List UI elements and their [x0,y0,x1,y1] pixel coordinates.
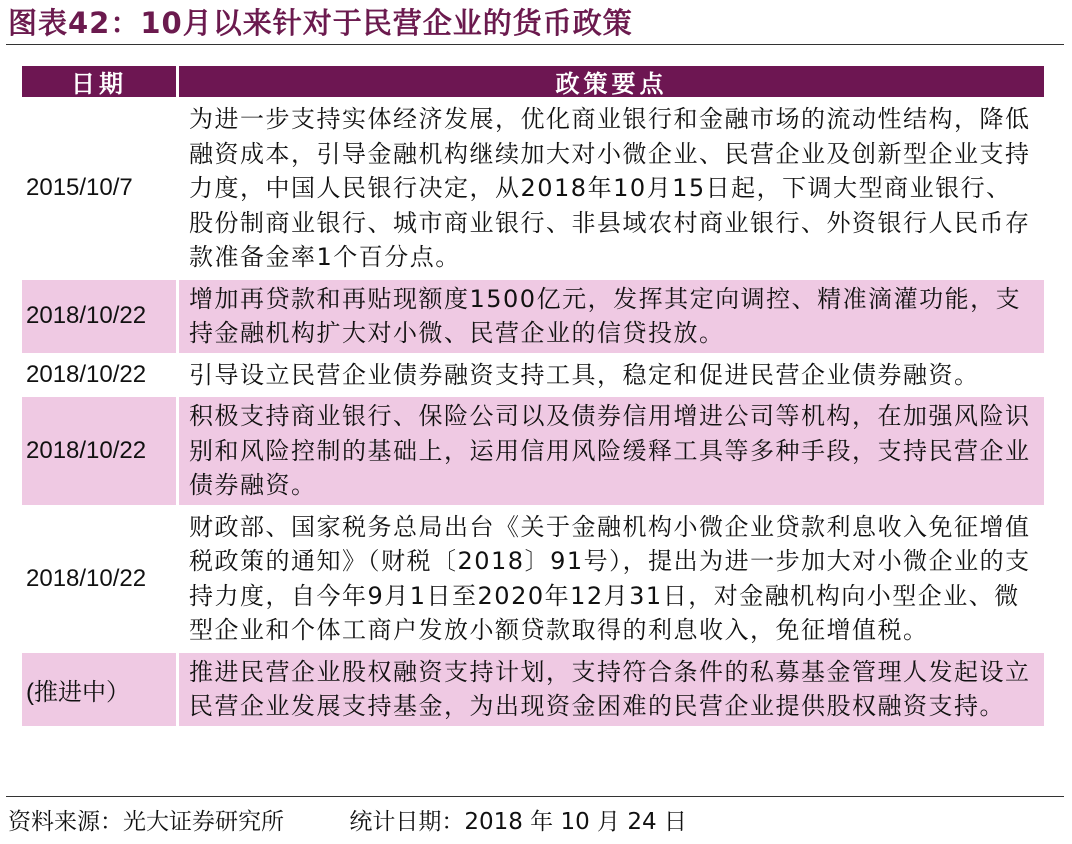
table-row [22,653,1044,726]
row-policy: 为进一步支持实体经济发展，优化商业银行和金融市场的流动性结构，降低融资成本，引导金融机构继续加大对小微企业、民营企业及创新型企业支持力度，中国人民银行决定，从2018年10月15日起，下调大型商业银行、股份制商业银行、城市商业银行、非县域农村商业银行、外资银行人民币存款准备金率1个百分点。 [179,100,1044,277]
row-date: 2018/10/22 [22,397,176,505]
row-policy: 财政部、国家税务总局出台《关于金融机构小微企业贷款利息收入免征增值税政策的通知》（财税〔2018〕91号），提出为进一步加大对小微企业的支持力度，自今年9月1日至2020年12月31日，对金融机构向小型企业、微型企业和个体工商户发放小额贷款取得的利息收入，免征增值税。 [179,508,1044,650]
policy-table [22,66,1044,726]
row-date: 2015/10/7 [22,100,176,277]
table-row [22,356,1044,395]
title-divider [6,44,1064,45]
footer-divider [6,796,1064,797]
figure-title: 图表42：10月以来针对于民营企业的货币政策 [8,6,633,40]
table-row [22,508,1044,650]
row-policy: 推进民营企业股权融资支持计划，支持符合条件的私募基金管理人发起设立民营企业发展支持基金，为出现资金困难的民营企业提供股权融资支持。 [179,653,1044,726]
header-date: 日期 [22,66,176,97]
header-policy: 政策要点 [179,66,1044,97]
row-date: 2018/10/22 [22,508,176,650]
footer [8,803,687,836]
table-row [22,397,1044,505]
row-policy: 积极支持商业银行、保险公司以及债券信用增进公司等机构，在加强风险识别和风险控制的基础上，运用信用风险缓释工具等多种手段，支持民营企业债券融资。 [179,397,1044,505]
stat-date-note: 统计日期：2018 年 10 月 24 日 [349,809,687,835]
source-note: 资料来源：光大证券研究所 [8,809,284,835]
table-row [22,100,1044,277]
row-date: (推进中） [22,653,176,726]
row-date: 2018/10/22 [22,356,176,395]
table-header [22,66,1044,97]
row-date: 2018/10/22 [22,280,176,353]
row-policy: 增加再贷款和再贴现额度1500亿元，发挥其定向调控、精准滴灌功能，支持金融机构扩大对小微、民营企业的信贷投放。 [179,280,1044,353]
row-policy: 引导设立民营企业债券融资支持工具，稳定和促进民营企业债券融资。 [179,356,1044,395]
table-row [22,280,1044,353]
